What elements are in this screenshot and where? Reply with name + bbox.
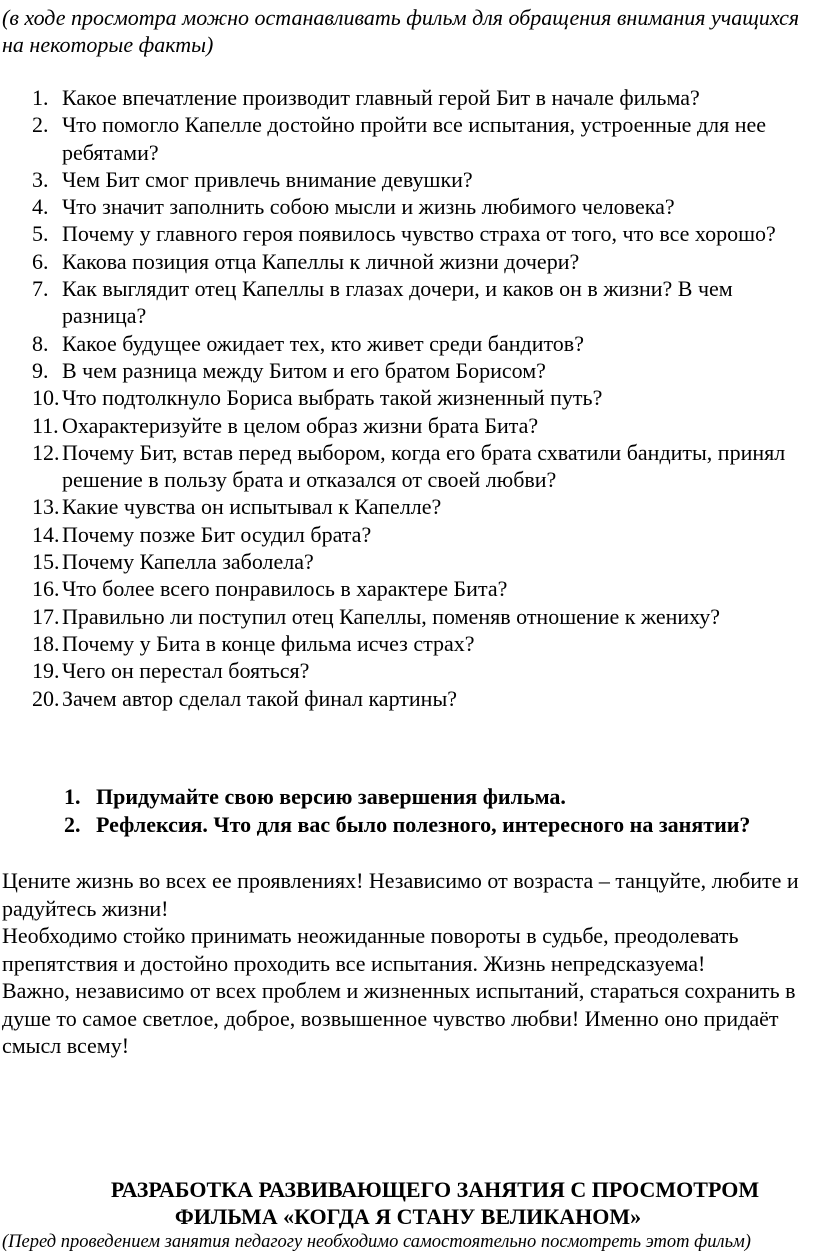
questions-list — [0, 84, 816, 712]
question-number: 10. — [32, 385, 60, 411]
closing-text — [2, 867, 814, 1060]
question-text: Почему у главного героя появилось чувство страха от того, что все хорошо? — [62, 221, 776, 247]
next-section-title — [0, 1176, 816, 1230]
tasks-list — [0, 783, 816, 838]
question-item — [0, 111, 816, 166]
question-item — [0, 412, 816, 439]
question-text: Зачем автор сделал такой финал картины? — [62, 685, 457, 711]
question-text: Правильно ли поступил отец Капеллы, поменяв отношение к жениху? — [62, 603, 721, 629]
question-item — [0, 330, 816, 357]
question-item — [0, 248, 816, 275]
question-number: 18. — [32, 630, 60, 656]
next-title-line: ФИЛЬМА «КОГДА Я СТАНУ ВЕЛИКАНОМ» — [174, 1204, 642, 1229]
question-text: Какое впечатление производит главный герой Бит в начале фильма? — [62, 85, 700, 110]
question-text: Почему Капелла заболела? — [62, 549, 314, 575]
question-item — [0, 493, 816, 520]
question-text: Чем Бит смог привлечь внимание девушки? — [62, 166, 473, 192]
task-item — [0, 783, 816, 811]
question-number: 2. — [32, 112, 49, 138]
question-item — [0, 220, 816, 247]
question-text: Что значит заполнить собою мысли и жизнь любимого человека? — [62, 194, 675, 220]
closing-paragraph: Важно, независимо от всех проблем и жизненных испытаний, стараться сохранить в душе то самое светлое, доброе, возвышенное чувство любви! Именно оно придаёт смысл всему! — [2, 978, 796, 1058]
question-text: В чем разница между Битом и его братом Борисом? — [62, 357, 546, 383]
question-number: 16. — [32, 576, 60, 602]
question-number: 19. — [32, 658, 60, 684]
question-item — [0, 439, 816, 494]
question-item — [0, 657, 816, 684]
question-item — [0, 84, 816, 111]
question-item — [0, 275, 816, 330]
question-number: 8. — [32, 330, 49, 356]
closing-paragraph: Цените жизнь во всех ее проявлениях! Независимо от возраста – танцуйте, любите и радуйтесь жизни! — [2, 868, 799, 921]
question-text: Что более всего понравилось в характере Бита? — [62, 576, 508, 602]
question-text: Какова позиция отца Капеллы к личной жизни дочери? — [62, 248, 580, 274]
intro-note: (в ходе просмотра можно останавливать фильм для обращения внимания учащихся на некоторые факты) — [2, 5, 800, 57]
question-text: Какие чувства он испытывал к Капелле? — [62, 494, 442, 520]
question-number: 1. — [32, 85, 49, 110]
question-text: Какое будущее ожидает тех, кто живет среди бандитов? — [62, 330, 584, 356]
question-text: Что помогло Капелле достойно пройти все испытания, устроенные для нее ребятами? — [62, 112, 767, 165]
question-number: 13. — [32, 494, 60, 520]
question-item — [0, 166, 816, 193]
next-title-line: РАЗРАБОТКА РАЗВИВАЮЩЕГО ЗАНЯТИЯ С ПРОСМОТРОМ — [110, 1177, 760, 1202]
question-item — [0, 603, 816, 630]
question-text: Охарактеризуйте в целом образ жизни брата Бита? — [62, 412, 539, 438]
question-text: Почему у Бита в конце фильма исчез страх? — [62, 630, 475, 656]
question-item — [0, 685, 816, 712]
question-item — [0, 357, 816, 384]
question-number: 20. — [32, 685, 60, 711]
question-number: 5. — [32, 221, 49, 247]
question-number: 4. — [32, 194, 49, 220]
question-number: 6. — [32, 248, 49, 274]
question-item — [0, 521, 816, 548]
question-text: Что подтолкнуло Бориса выбрать такой жизненный путь? — [62, 385, 603, 411]
question-number: 17. — [32, 603, 60, 629]
question-number: 15. — [32, 549, 60, 575]
task-number: 2. — [64, 811, 81, 837]
question-number: 9. — [32, 357, 49, 383]
question-number: 3. — [32, 166, 49, 192]
question-text: Почему Бит, встав перед выбором, когда его брата схватили бандиты, принял решение в пользу брата и отказался от своей любви? — [62, 439, 786, 493]
question-item — [0, 384, 816, 411]
question-item — [0, 548, 816, 575]
question-number: 11. — [32, 412, 59, 438]
question-item — [0, 193, 816, 220]
question-number: 14. — [32, 521, 60, 547]
question-number: 7. — [32, 276, 49, 302]
task-text: Рефлексия. Что для вас было полезного, интересного на занятии? — [96, 811, 751, 837]
question-number: 12. — [32, 439, 60, 465]
task-number: 1. — [64, 784, 81, 809]
question-text: Как выглядит отец Капеллы в глазах дочери, и каков он в жизни? В чем разница? — [62, 276, 733, 329]
question-item — [0, 575, 816, 602]
closing-paragraph: Необходимо стойко принимать неожиданные повороты в судьбе, преодолевать препятствия и достойно проходить все испытания. Жизнь непредсказуема! — [2, 923, 739, 976]
task-text: Придумайте свою версию завершения фильма. — [96, 784, 566, 809]
question-text: Почему позже Бит осудил брата? — [62, 521, 372, 547]
question-item — [0, 630, 816, 657]
question-text: Чего он перестал бояться? — [62, 658, 310, 684]
next-section-note: (Перед проведением занятия педагогу необходимо самостоятельно посмотреть этот фильм) — [2, 1232, 751, 1252]
task-item — [0, 811, 816, 839]
